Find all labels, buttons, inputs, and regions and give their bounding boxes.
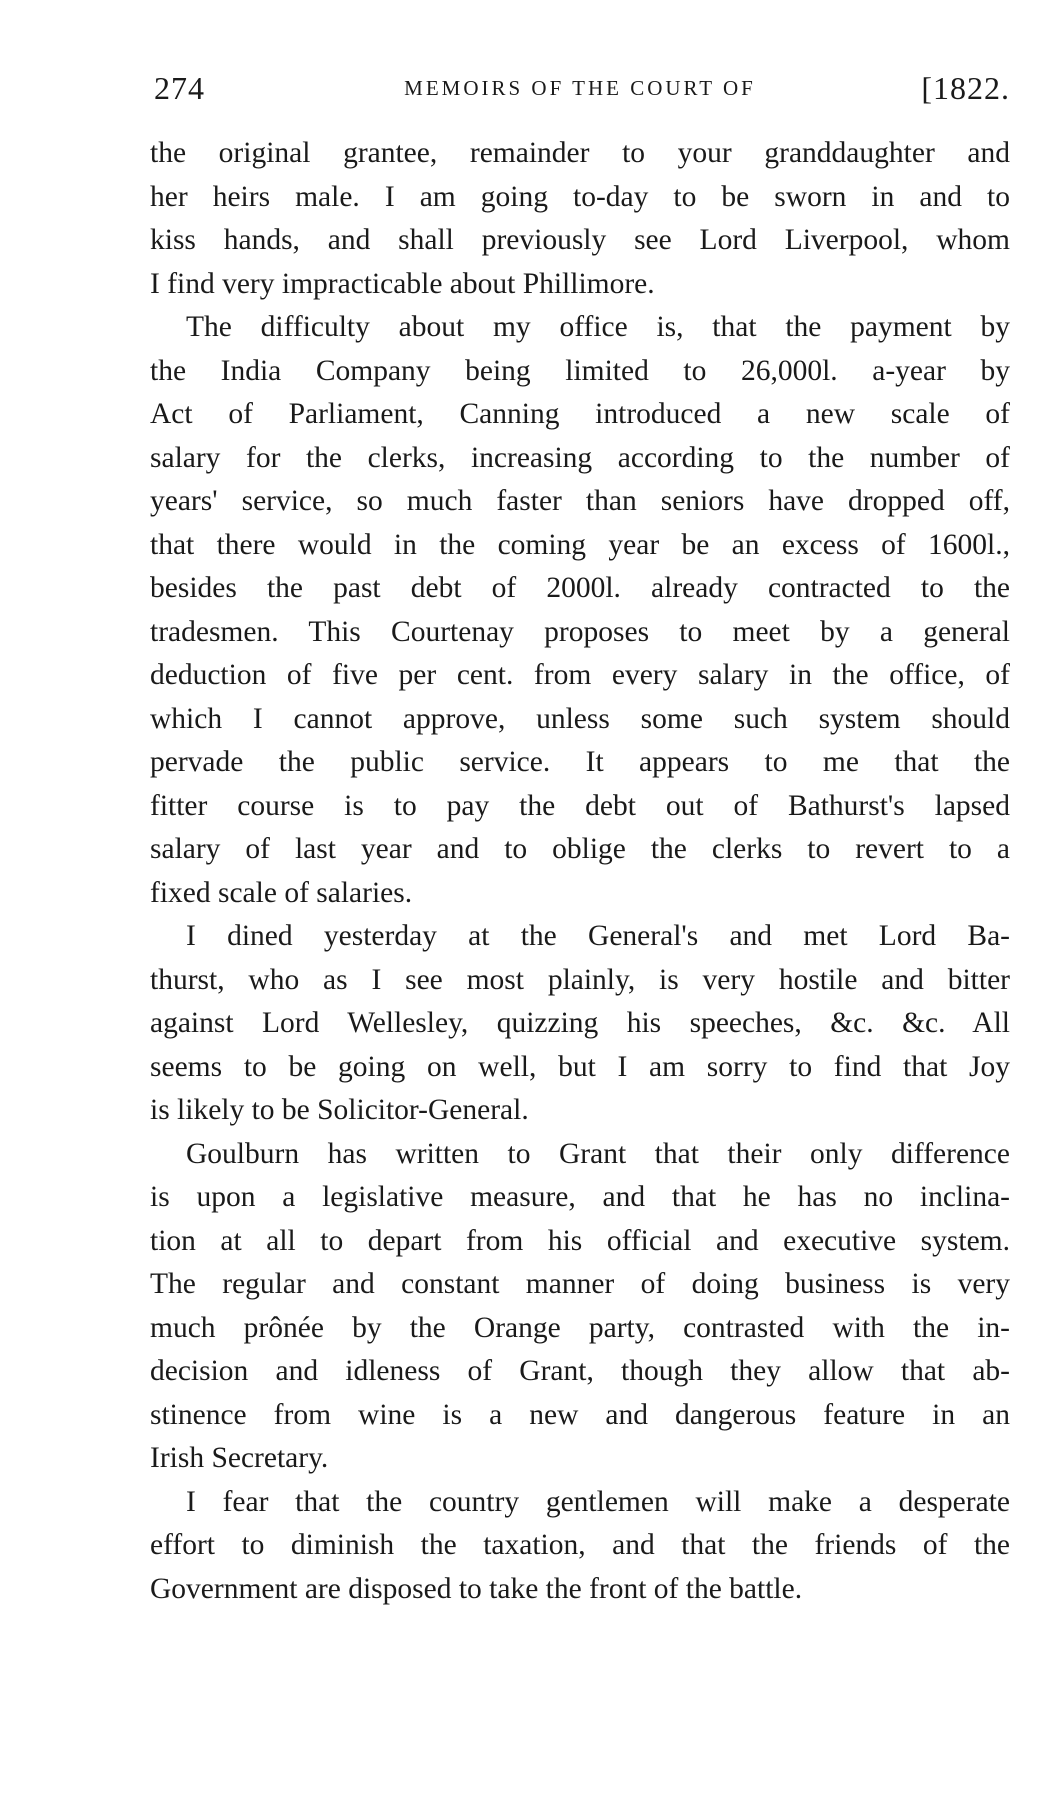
text-line: that there would in the coming year be an excess of 1600l., <box>150 528 1010 561</box>
paragraph <box>150 1133 1010 1481</box>
text-line: the India Company being limited to 26,000l. a-year by <box>150 354 1010 387</box>
running-title: MEMOIRS OF THE COURT OF <box>404 76 756 100</box>
text-line: kiss hands, and shall previously see Lord Liverpool, whom <box>150 224 1010 256</box>
text-line: much prônée by the Orange party, contrasted with the in- <box>150 1311 1010 1344</box>
text-line: deduction of five per cent. from every salary in the office, of <box>150 659 1010 691</box>
text-line: The regular and constant manner of doing business is very <box>150 1268 1010 1300</box>
text-line: seems to be going on well, but I am sorry to find that Joy <box>150 1050 1010 1083</box>
paragraph <box>150 132 1010 306</box>
paragraph <box>150 306 1010 915</box>
text-line: Government are disposed to take the front of the battle. <box>150 1572 803 1605</box>
text-line: I fear that the country gentlemen will make a desperate <box>186 1485 1010 1518</box>
text-line: tion at all to depart from his official and executive system. <box>150 1224 1010 1257</box>
text-line: effort to diminish the taxation, and that the friends of the <box>150 1529 1010 1561</box>
text-line: salary for the clerks, increasing according to the number of <box>150 441 1010 474</box>
text-line: pervade the public service. It appears to me that the <box>150 746 1010 778</box>
text-line: which I cannot approve, unless some such system should <box>150 702 1010 735</box>
text-line: fitter course is to pay the debt out of Bathurst's lapsed <box>150 789 1010 822</box>
text-line: the original grantee, remainder to your granddaughter and <box>150 137 1010 169</box>
text-line: Goulburn has written to Grant that their only difference <box>186 1137 1010 1170</box>
text-line: Irish Secretary. <box>150 1442 329 1474</box>
text-line: years' service, so much faster than seniors have dropped off, <box>150 485 1010 517</box>
text-line: I find very impracticable about Phillimore. <box>150 267 655 300</box>
text-line: salary of last year and to oblige the clerks to revert to a <box>150 833 1010 865</box>
paragraph <box>150 915 1010 1133</box>
text-line: Act of Parliament, Canning introduced a new scale of <box>150 398 1010 430</box>
paragraph <box>150 1481 1010 1612</box>
text-line: The difficulty about my office is, that the payment by <box>186 311 1010 343</box>
text-line: tradesmen. This Courtenay proposes to meet by a general <box>150 615 1010 648</box>
text-line: decision and idleness of Grant, though they allow that ab- <box>150 1355 1010 1387</box>
text-line: I dined yesterday at the General's and met Lord Ba- <box>186 920 1010 952</box>
text-line: fixed scale of salaries. <box>150 876 413 909</box>
text-line: besides the past debt of 2000l. already contracted to the <box>150 572 1010 604</box>
page-number: 274 <box>154 70 205 106</box>
body-text <box>150 132 1010 1611</box>
book-page <box>150 62 1010 1611</box>
running-header <box>150 62 1010 122</box>
text-line: thurst, who as I see most plainly, is very hostile and bitter <box>150 963 1010 996</box>
text-line: stinence from wine is a new and dangerous feature in an <box>150 1398 1010 1431</box>
text-line: against Lord Wellesley, quizzing his speeches, &c. &c. All <box>150 1007 1010 1039</box>
text-line: is likely to be Solicitor-General. <box>150 1094 529 1126</box>
header-year: [1822. <box>921 70 1010 106</box>
text-line: her heirs male. I am going to-day to be sworn in and to <box>150 180 1010 213</box>
text-line: is upon a legislative measure, and that he has no inclina- <box>150 1181 1010 1213</box>
